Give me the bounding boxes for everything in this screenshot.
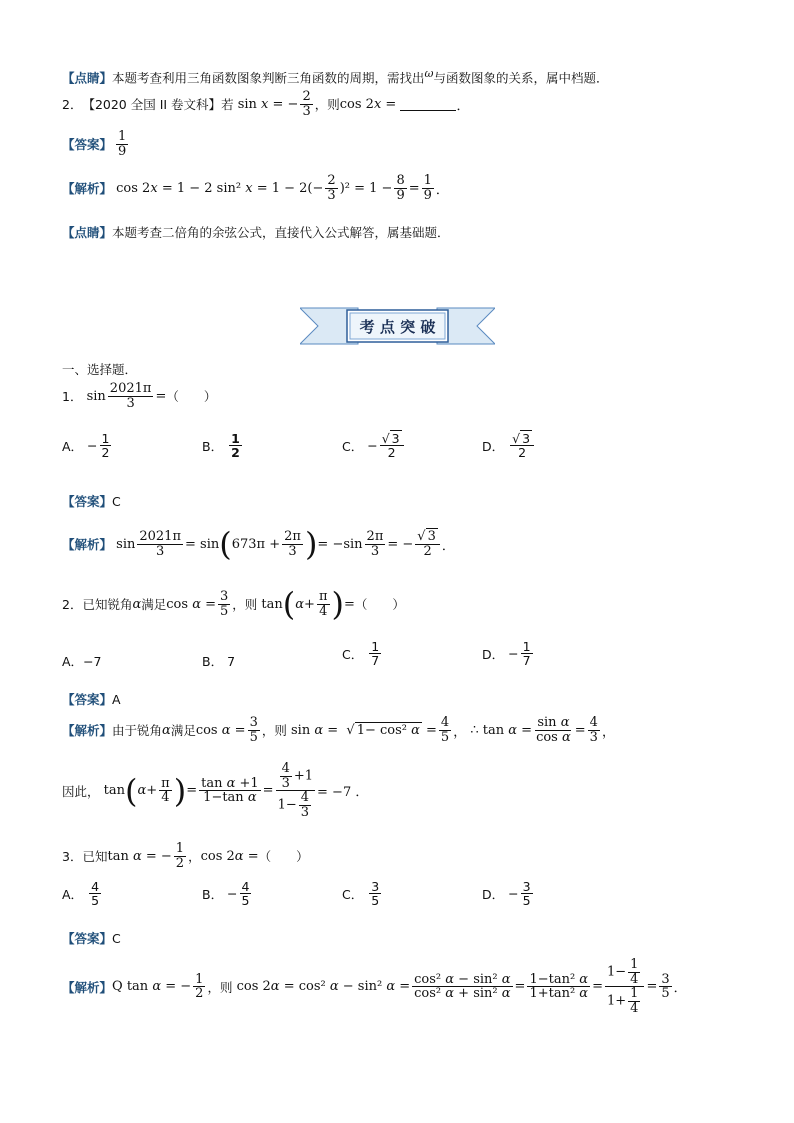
q3-option-d[interactable]: D． − $\frac{3}{5}$ <box>482 879 531 909</box>
dianjing-tag: 【点睛】 <box>62 70 113 86</box>
q3-option-b[interactable]: B． − $\frac{4}{5}$ <box>202 879 250 909</box>
answer-blank <box>400 98 456 111</box>
q1-jiexi: 【解析】 sin $\frac{2021\pi}{3}$ = sin ( 673π + $\frac{2\pi}{3}$ ) = −sin $\frac{2\pi}{3}$ = − $\frac{√ 3}{2}$ ． <box>62 525 455 563</box>
prev-question-2: 2． 【2020 全国 II 卷文科】 若 sin x = − $\frac{2}{3}$ ，则 cos 2x = ． <box>62 89 470 119</box>
dianjing-2: 【点睛】本题考查二倍角的余弦公式，直接代入公式解答，属基础题． <box>62 225 450 240</box>
q1-option-a[interactable]: A． − $\frac{1}{2}$ <box>62 431 110 461</box>
q2-option-b[interactable]: B． 7 <box>202 653 236 669</box>
dianjing-1: 【点睛】本题考查利用三角函数图象判断三角函数的周期，需找出$^\omega$与函数图象的关系，属中档题． <box>62 67 609 86</box>
question-1: 1． sin $\frac{2021\pi}{3}$ = （ ） <box>62 381 217 411</box>
prev-answer: 【答案】 $\frac{1}{9}$ <box>62 129 127 159</box>
q1-option-b[interactable]: B． $\frac{1}{2}$ <box>202 431 240 461</box>
section-banner <box>300 306 495 346</box>
q2-option-d[interactable]: D． − $\frac{1}{7}$ <box>482 639 531 669</box>
q1-option-c[interactable]: C． − $\frac{√ 3}{2}$ <box>342 432 406 459</box>
q3-option-c[interactable]: C． $\frac{3}{5}$ <box>342 879 380 909</box>
q2-option-a[interactable]: A． −7 <box>62 653 102 669</box>
q2-jiexi: 【解析】 由于锐角 α 满足 cos α = $\frac{3}{5}$ ，则 sin α = √ 1− cos² α = $\frac{4}{5}$ ， ∴ tan α = $\frac{\text{sin α}}{\text{cos α}}$ = $\frac{4}{3}$ ， <box>62 715 615 745</box>
prev-jiexi: 【解析】 cos 2x = 1 − 2 sin² x = 1 − 2(− $\frac{2}{3}$ )² = 1 − $\frac{8}{9}$ = $\frac{1}{9}$ ． <box>62 173 449 203</box>
q3-jiexi: 【解析】 Q tan α = − $\frac{1}{2}$ ，则 cos 2α = cos² α − sin² α = $\frac{\text{cos² α − sin² α}}{\text{cos² α + sin² α}}$ = $\frac{\text{1−tan² α}}{\text{1+tan² α}}$ = 1− $\frac{1}{4}$ 1+ $\frac{1}{4}$ = $\frac{3}{5}$ ． <box>62 957 687 1016</box>
q2-option-c[interactable]: C． $\frac{1}{7}$ <box>342 639 380 669</box>
q2-jiexi-cont: 因此， tan ( α + $\frac{\pi}{4}$ ) = $\frac{\text{tan α +1}}{\text{1−tan α}}$ = $\frac{4}{3}$ +1 1− $\frac{4}{3}$ = −7 ． <box>62 761 369 820</box>
banner-title: 考 点 突 破 <box>359 318 436 336</box>
q2-answer: 【答案】 A <box>62 691 121 707</box>
q1-option-d[interactable]: D． $\frac{√ 3}{2}$ <box>482 432 536 459</box>
q3-answer: 【答案】 C <box>62 930 121 946</box>
question-3: 3． 已知 tan α = − $\frac{1}{2}$ ， cos 2α = （ ） <box>62 841 309 871</box>
q1-answer: 【答案】 C <box>62 493 121 509</box>
question-2: 2． 已知锐角 α 满足 cos α = $\frac{3}{5}$ ，则 tan ( α + $\frac{\pi}{4}$ ) = （ ） <box>62 585 405 623</box>
q3-option-a[interactable]: A． $\frac{4}{5}$ <box>62 879 100 909</box>
section-title: 一、选择题． <box>62 362 138 377</box>
